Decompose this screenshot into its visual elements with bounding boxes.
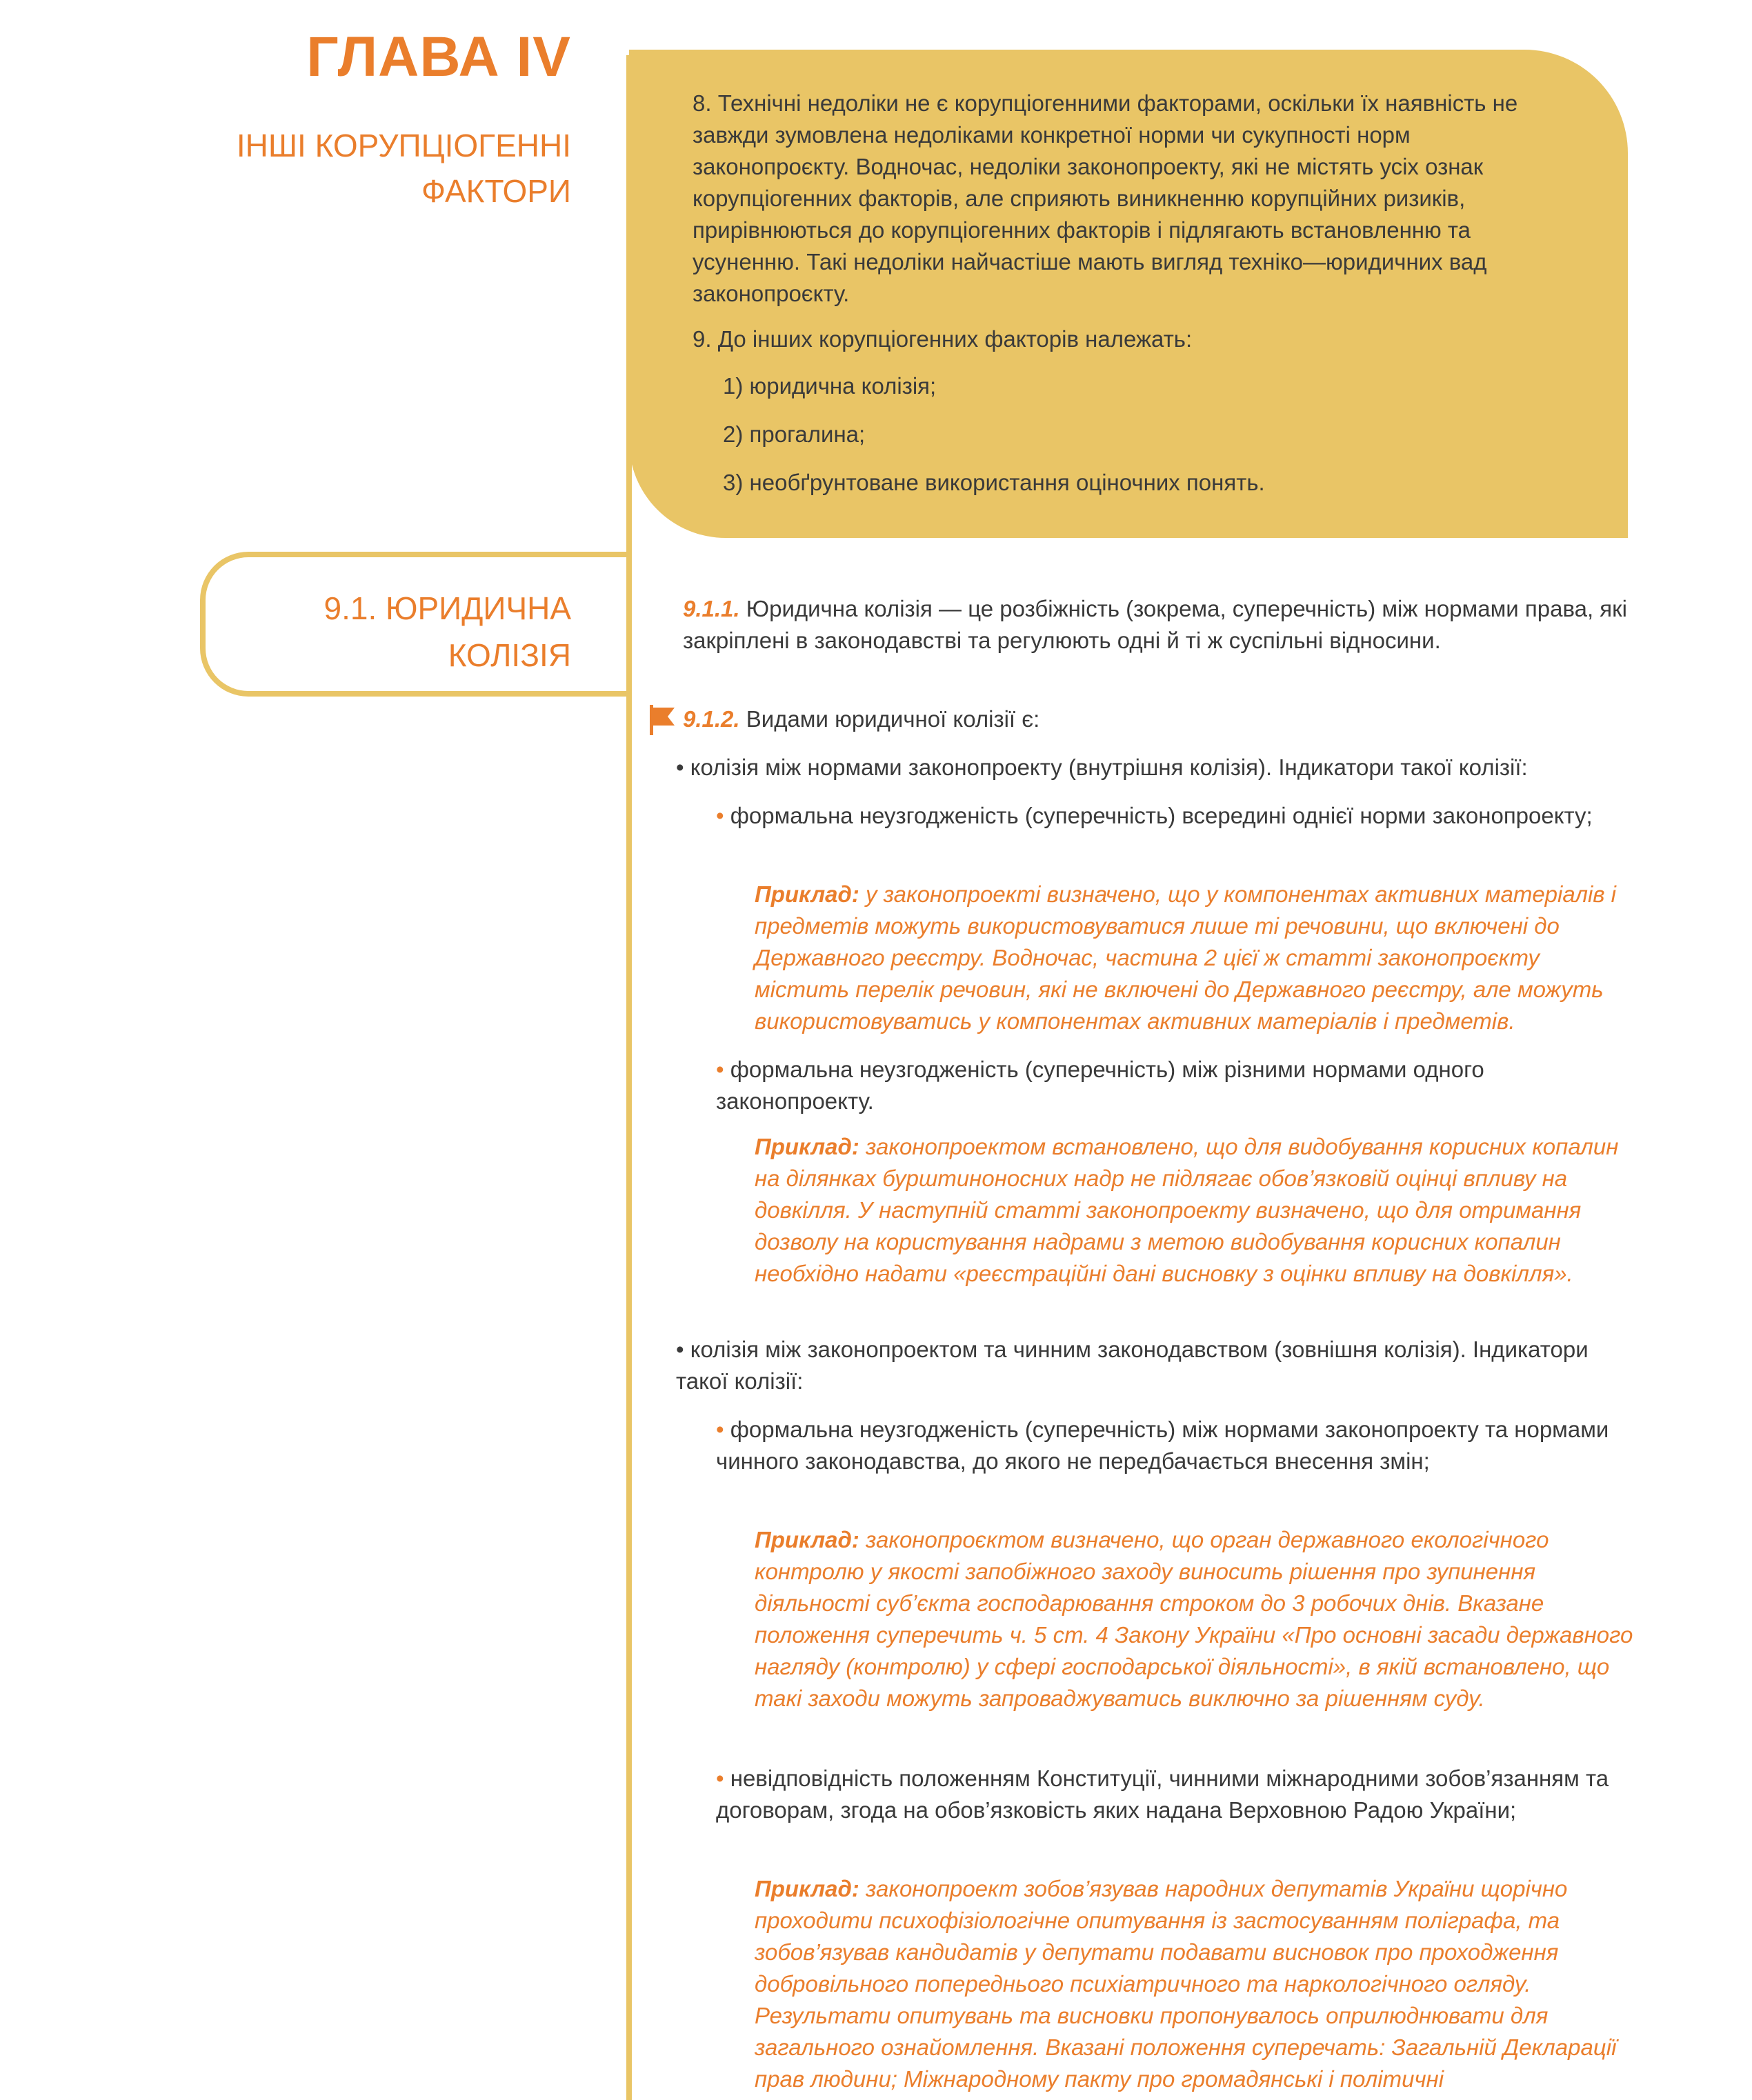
example-4 (755, 1873, 1635, 2095)
example-label: Приклад: (755, 1876, 859, 1901)
example-1 (755, 879, 1635, 1037)
list-item: 2) прогалина; (723, 421, 866, 447)
example-text: законопроектом встановлено, що для видобування корисних копалин на ділянках бурштиноносних надр не підлягає обов’язковій оцінці впливу на довкілля. У наступній статті законопроекту визначено, що для отримання дозволу на користування надрами з метою видобування корисних копалин необхідно надати «реєстраційні дані висновку з оцінки впливу на довкілля». (755, 1134, 1619, 1286)
indicator-text: формальна неузгодженість (суперечність) всередині однієї норми законопроекту; (730, 803, 1593, 828)
chapter-title: ГЛАВА IV (306, 26, 571, 88)
paragraph-9: 9. До інших корупціогенних факторів належать: (693, 326, 1193, 352)
example-label: Приклад: (755, 1134, 859, 1159)
indicator-item (716, 1763, 1635, 1826)
bullet-icon: • (676, 1337, 684, 1362)
list-item-internal-collision (676, 752, 1635, 783)
section-title (207, 585, 571, 679)
list-item-text: колізія між нормами законопроекту (внутрішня колізія). Індикатори такої колізії: (690, 754, 1528, 780)
paragraph-8: 8. Технічні недоліки не є корупціогенними факторами, оскільки їх наявність не завжди зумовлена недоліками конкретної норми чи сукупності норм законопроєкту. Водночас, недоліки законопроекту, які не містять усіх ознак корупціогенних факторів, але сприяють виникненню корупційних ризиків, прирівнюються до корупціогенних факторів і підлягають встановленню та усуненню. Такі недоліки найчастіше мають вигляд техніко—юридичних вад законопроєкту. (693, 90, 1518, 306)
intro-box (629, 50, 1628, 538)
example-text: законопроєктом визначено, що орган державного екологічного контролю у якості запобіжного заходу виносить рішення про зупинення діяльності суб’єкта господарювання строком до 3 робочих днів. Вказане положення суперечить ч. 5 ст. 4 Закону України «Про основні засади державного нагляду (контролю) у сфері господарської діяльності», в якій встановлено, що такі заходи можуть запроваджуватись виключно за рішенням суду. (755, 1527, 1633, 1711)
list-item-text: колізія між законопроектом та чинним законодавством (зовнішня колізія). Індикатори такої колізії: (676, 1337, 1589, 1394)
indicator-item (716, 800, 1635, 832)
indicator-item (716, 1054, 1635, 1117)
clause-text: Видами юридичної колізії є: (739, 706, 1040, 732)
example-label: Приклад: (755, 881, 859, 907)
indicator-text: формальна неузгодженість (суперечність) між нормами законопроекту та нормами чинного законодавства, до якого не передбачається внесення змін; (716, 1417, 1609, 1474)
bullet-icon: • (676, 754, 684, 780)
chapter-subtitle-line2: ФАКТОРИ (421, 173, 571, 209)
example-2 (755, 1131, 1635, 1290)
section-title-line2: КОЛІЗІЯ (448, 637, 571, 673)
indicator-text: формальна неузгодженість (суперечність) між різними нормами одного законопроекту. (716, 1057, 1484, 1114)
bullet-icon: • (716, 1057, 724, 1082)
paragraph-9-1-1 (683, 593, 1635, 657)
section-title-line1: 9.1. ЮРИДИЧНА (323, 590, 571, 626)
list-item-external-collision (676, 1334, 1635, 1397)
list-item: 3) необґрунтоване використання оціночних понять. (723, 470, 1265, 495)
chapter-subtitle-line1: ІНШІ КОРУПЦІОГЕННІ (236, 128, 571, 163)
bullet-icon: • (716, 1417, 724, 1442)
indicator-item (716, 1414, 1635, 1477)
clause-number: 9.1.1. (683, 596, 740, 621)
bookmark-flag-icon (648, 705, 676, 735)
chapter-subtitle (138, 123, 571, 214)
example-label: Приклад: (755, 1527, 859, 1552)
example-text: законопроект зобов’язував народних депутатів України щорічно проходити психофізіологічне опитування із застосуванням поліграфа, та зобов’язував кандидатів у депутати подавати висновок про проходження добровільного попереднього психіатричного та наркологічного огляду. Результати опитувань та висновки пропонувалось оприлюднювати для загального ознайомлення. Вказані положення суперечать: Загальній Декларації прав людини; Міжнародному пакту про громадянські і політичні (755, 1876, 1617, 2092)
clause-number: 9.1.2. (683, 706, 740, 732)
clause-text: Юридична колізія — це розбіжність (зокрема, суперечність) між нормами права, які закріплені в законодавстві та регулюють одні й ті ж суспільні відносини. (683, 596, 1627, 653)
bullet-icon: • (716, 1766, 724, 1791)
example-text: у законопроекті визначено, що у компонентах активних матеріалів і предметів можуть використовуватися лише ті речовини, що включені до Державного реєстру. Водночас, частина 2 цієї ж статті законопроєкту містить перелік речовин, які не включені до Державного реєстру, але можуть використовуватись у компонентах активних матеріалів і предметів. (755, 881, 1617, 1034)
list-item: 1) юридична колізія; (723, 373, 937, 399)
example-3 (755, 1524, 1635, 1714)
bullet-icon: • (716, 803, 724, 828)
paragraph-9-1-2 (683, 703, 1635, 735)
indicator-text: невідповідність положенням Конституції, чинними міжнародними зобов’язанням та договорам, згода на обов’язковість яких надана Верховною Радою України; (716, 1766, 1609, 1823)
